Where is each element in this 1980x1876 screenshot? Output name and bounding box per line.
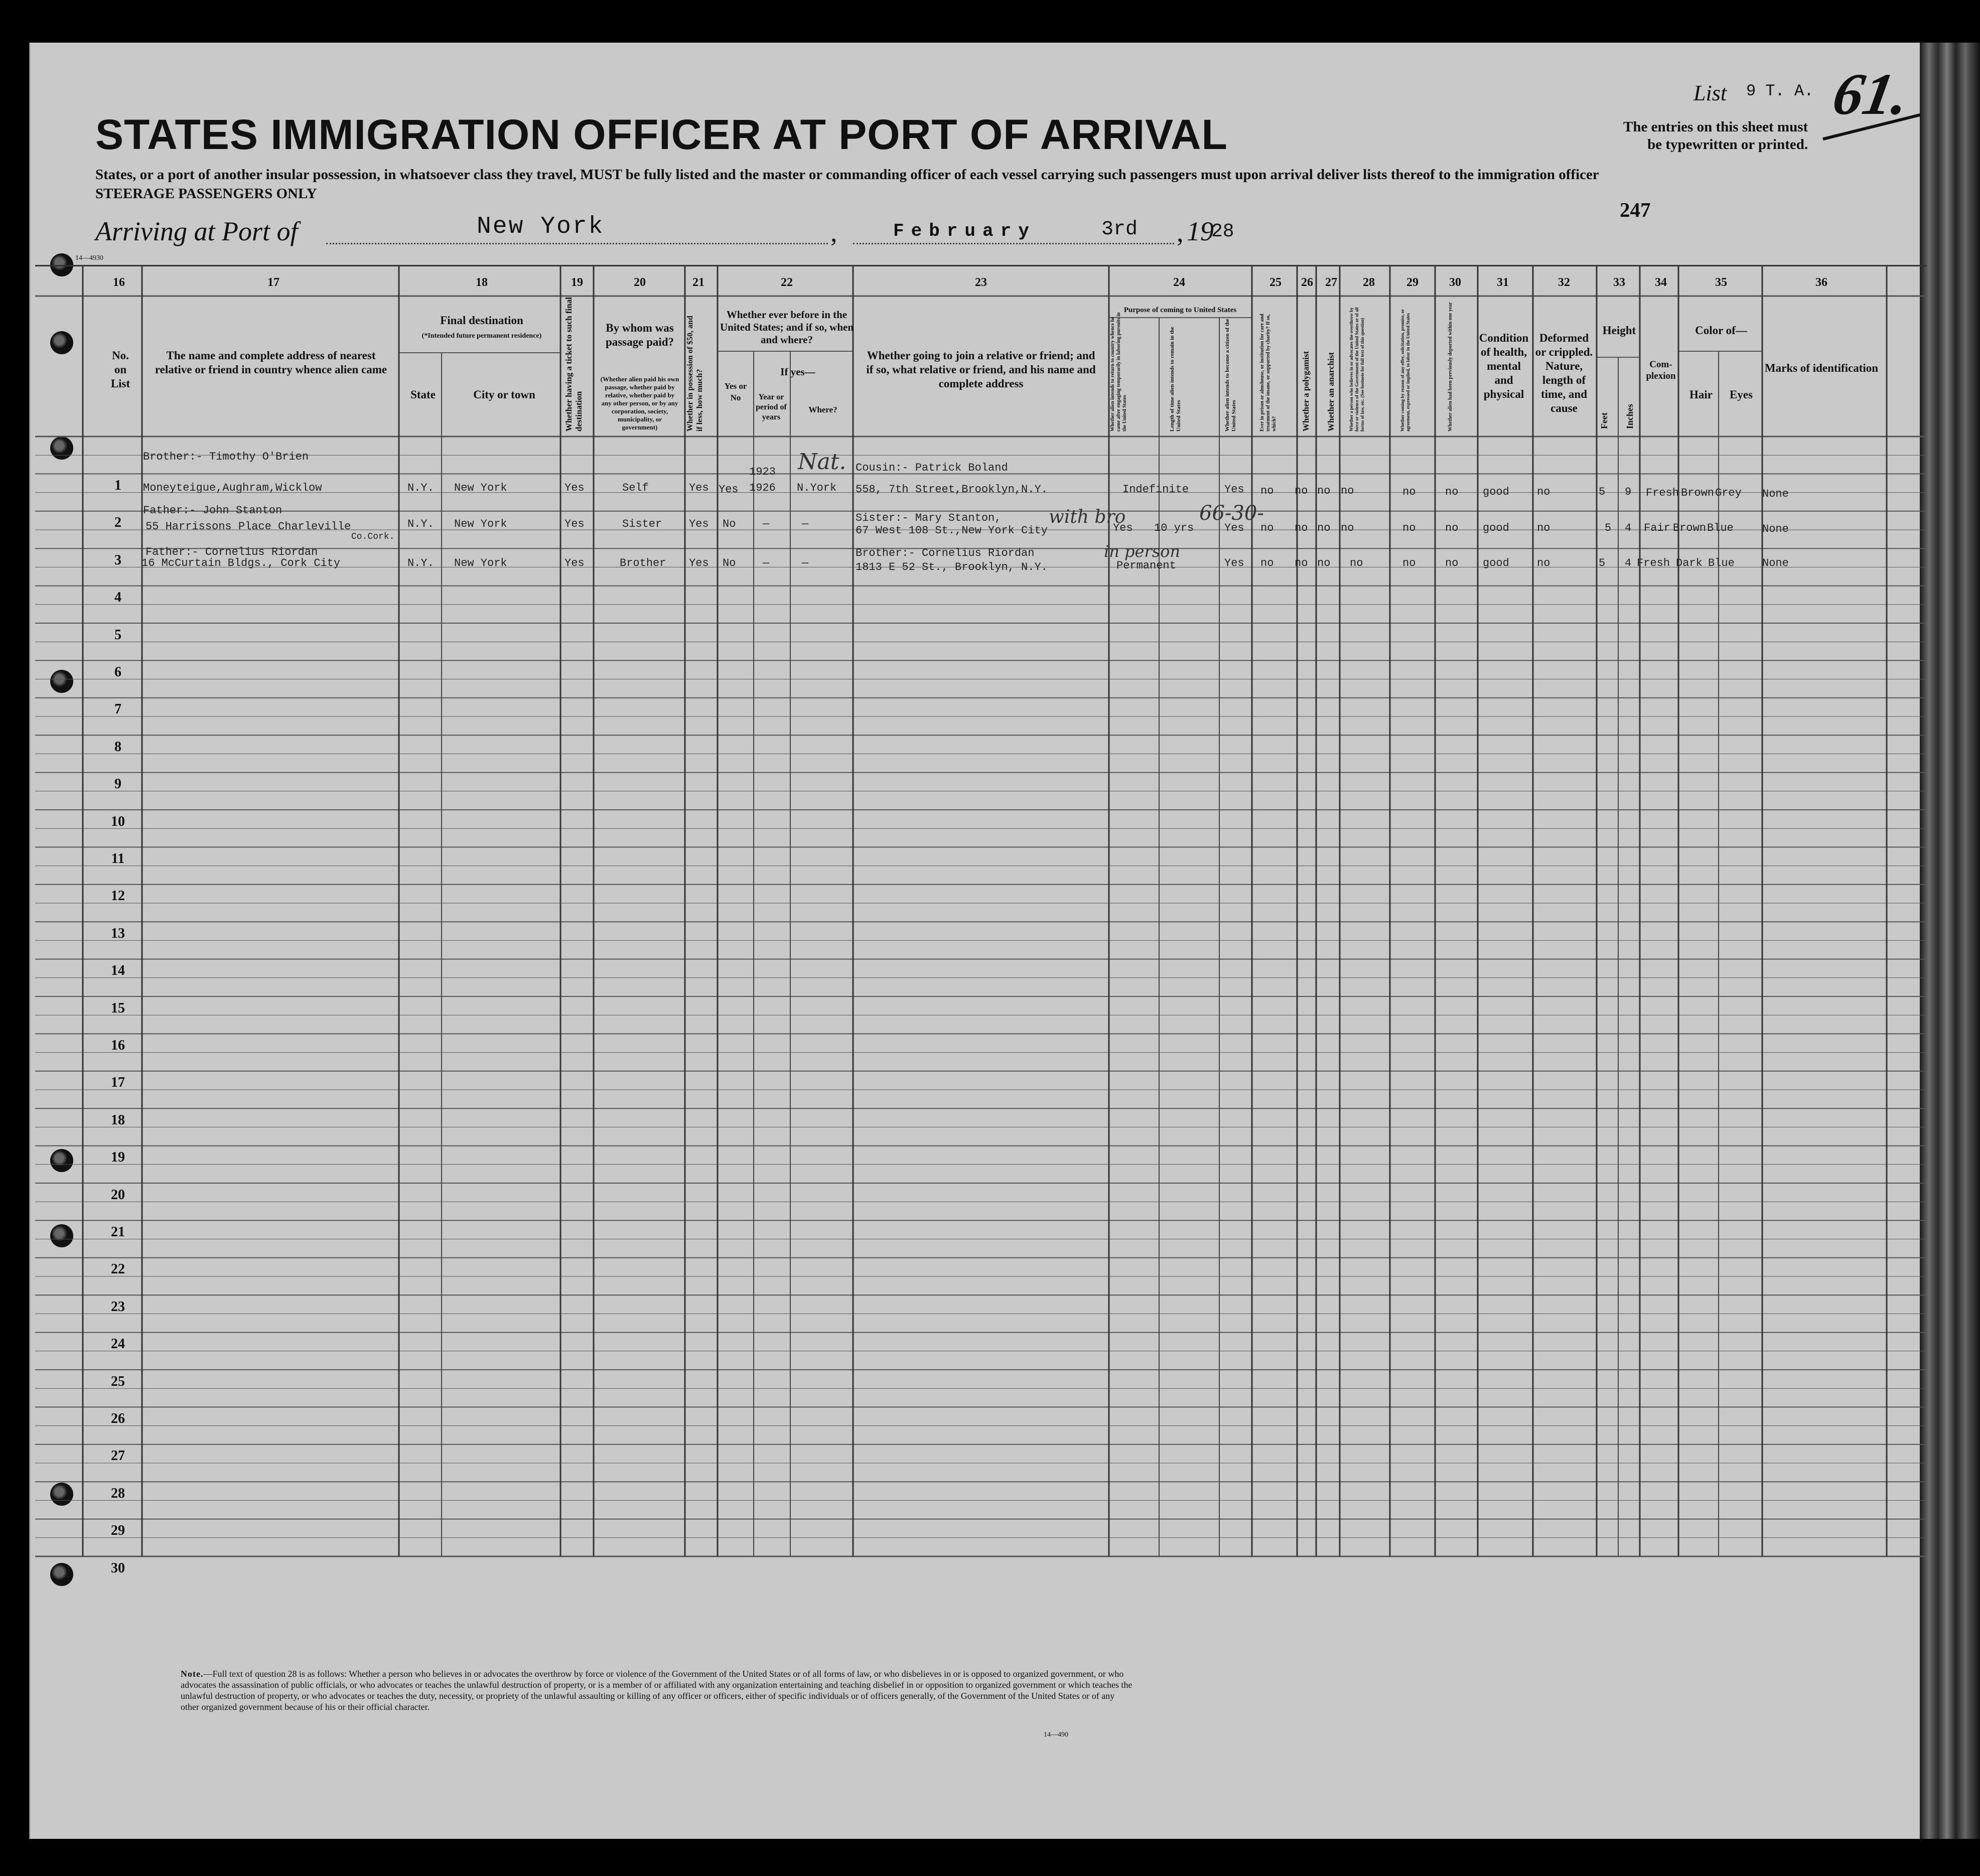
- complexion: Fresh: [1646, 487, 1679, 499]
- header-relative-address: The name and complete address of nearest relative or friend in country whence alien came: [155, 349, 387, 376]
- day-value: 3rd: [1101, 218, 1138, 241]
- port-value: New York: [477, 213, 605, 240]
- polygamist: no: [1295, 485, 1308, 497]
- ticket: Yes: [564, 518, 585, 530]
- header-anarchist: Whether an anarchist: [1326, 352, 1336, 431]
- row-number: 5: [114, 627, 121, 643]
- row-number: 22: [111, 1261, 125, 1277]
- header-intends-citizen: Whether alien intends to become a citizen of the United States: [1224, 319, 1237, 431]
- before-year: 1923: [749, 466, 776, 478]
- header-hair: Hair: [1689, 388, 1713, 401]
- relative-address: Moneyteigue,Aughram,Wicklow: [143, 482, 322, 494]
- deported: no: [1445, 522, 1459, 534]
- column-number: 25: [1269, 276, 1282, 289]
- header-ever-before: Whether ever before in the United States; and if so, when and where?: [720, 309, 854, 346]
- joining-relative: Sister:- Mary Stanton,: [856, 512, 1002, 524]
- intends-citizen: Yes: [1224, 483, 1244, 496]
- header-state: State: [410, 388, 436, 401]
- row-number: 16: [111, 1038, 125, 1053]
- length-of-stay: Permanent: [1116, 559, 1176, 572]
- header-yes-no: Yes or No: [724, 381, 747, 402]
- footnote-text: —Full text of question 28 is as follows: Whether a person who believes in or advocates the overthrow by force or violence of the Government of the United States or of all forms of law, or who disbelieves in or is opposed to organized government, or who advocates the assassination of public officials, or who advocates or teaches the unlawful destruction of property, or is a member of or affiliated with any organization entertaining and teaching disbelief in or opposition to organized government or which teaches the unlawful destruction of property, or who advocates or teaches the duty, necessity, or propriety of the unlawful assaulting or killing of any officer or officers, either of specific individuals or of officers generally, of the Government of the United States or of any other organized government because of his or their official character.: [181, 1669, 1133, 1712]
- row-number: 7: [114, 701, 121, 717]
- column-number: 33: [1613, 276, 1625, 289]
- deformed: no: [1537, 522, 1550, 534]
- length-of-stay: 10 yrs: [1154, 522, 1194, 534]
- header-where: Where?: [808, 405, 837, 414]
- hair-color: Brown: [1681, 487, 1715, 499]
- hair-color: Dark: [1676, 557, 1703, 569]
- entries-note-line: The entries on this sheet must: [1623, 119, 1808, 135]
- header-marks: Marks of identification: [1764, 362, 1879, 374]
- entries-note-line: be typewritten or printed.: [1647, 136, 1808, 153]
- header-labor-offer: Whether coming by reason of any offer, solicitation, promise, or agreement, expressed or implied, to labor in the United States: [1400, 309, 1410, 431]
- row-number: 30: [111, 1560, 125, 1576]
- column-number: 28: [1363, 276, 1375, 289]
- eye-color: Grey: [1715, 487, 1742, 499]
- row-number: 17: [111, 1075, 125, 1091]
- row-number: 8: [114, 739, 121, 755]
- overthrow: no: [1341, 485, 1354, 497]
- overthrow: no: [1341, 522, 1354, 534]
- health: good: [1483, 522, 1509, 534]
- header-color-of: Color of—: [1695, 324, 1747, 337]
- header-final-destination: Final destination: [440, 314, 523, 327]
- intends-return: Yes: [1113, 522, 1133, 534]
- header-intends-return: Whether alien intends to return to country whence he came after engaging temporarily in laboring pursuits in the United States: [1110, 312, 1127, 431]
- handwritten-annotation: Nat.: [798, 449, 846, 475]
- height-inches: 4: [1625, 557, 1632, 569]
- joining-address: 1813 E 52 St., Brooklyn, N.Y.: [856, 561, 1048, 573]
- row-number: 21: [111, 1224, 125, 1240]
- header-no-on-list: No. on List: [110, 349, 130, 390]
- row-number: 2: [114, 515, 121, 531]
- handwritten-annotation: with bro: [1049, 507, 1126, 527]
- row-number: 14: [111, 963, 125, 979]
- footnote: [181, 1668, 1134, 1712]
- form-instruction: States, or a port of another insular possession, in whatsoever class they travel, MUST be fully listed and the master or commanding officer of each vessel carrying such passengers must upon arrival deliver lists thereof to the immigration officer: [95, 167, 1599, 183]
- fifty-dollars: Yes: [689, 518, 709, 530]
- paid-by: Sister: [622, 518, 662, 530]
- header-join-relative: Whether going to join a relative or friend; and if so, what relative or friend, and his name and complete address: [866, 349, 1096, 390]
- row-number: 25: [111, 1373, 125, 1389]
- column-number: 16: [113, 276, 125, 289]
- before-where: —: [802, 518, 809, 530]
- height-feet: 5: [1605, 522, 1612, 534]
- header-deformed: Deformed or crippled. Nature, length of time, and cause: [1535, 332, 1593, 414]
- column-number: 21: [692, 276, 704, 289]
- polygamist: no: [1295, 557, 1308, 569]
- row-number: 20: [111, 1187, 125, 1203]
- destination-state: N.Y.: [407, 482, 434, 494]
- handwritten-annotation: in person: [1104, 542, 1181, 561]
- complexion: Fresh: [1637, 557, 1670, 569]
- hair-color: Brown: [1673, 522, 1707, 534]
- row-number: 28: [111, 1485, 125, 1501]
- small-form-number: 14—4930: [75, 254, 103, 262]
- header-purpose: Purpose of coming to United States: [1123, 306, 1237, 314]
- header-health: Condition of health, mental and physical: [1479, 332, 1529, 400]
- handwritten-annotation: 66-30-: [1199, 502, 1264, 525]
- comma: ,: [1177, 217, 1184, 247]
- relative-name: Brother:- Timothy O'Brien: [143, 451, 309, 463]
- prison: no: [1260, 485, 1274, 497]
- destination-state: N.Y.: [407, 557, 434, 569]
- complexion: Fair: [1644, 522, 1670, 534]
- header-feet: Feet: [1599, 412, 1609, 429]
- row-number: 6: [114, 664, 121, 680]
- header-passage-paid: By whom was passage paid?: [605, 322, 674, 348]
- footnote-label: Note.: [181, 1669, 204, 1679]
- list-number-handwritten: 61.: [1828, 61, 1914, 127]
- health: good: [1483, 486, 1509, 498]
- month-value: February: [893, 221, 1036, 241]
- joining-address: 558, 7th Street,Brooklyn,N.Y.: [856, 483, 1048, 496]
- header-polygamist: Whether a polygamist: [1301, 351, 1311, 431]
- header-deported: Whether alien had been previously deported within one year: [1448, 302, 1453, 431]
- before-year: —: [763, 557, 770, 569]
- header-complexion: Com-plexion: [1646, 359, 1676, 381]
- header-prison-almshouse: Ever in prison or almshouse, or institution for care and treatment of the insane, or supported by charity? If so, which?: [1259, 314, 1277, 431]
- paid-by: Brother: [620, 557, 666, 569]
- marks: None: [1762, 557, 1789, 569]
- ever-before: Yes: [719, 483, 739, 496]
- before-year: —: [763, 518, 770, 530]
- column-number: 31: [1497, 276, 1509, 289]
- column-number: 32: [1558, 276, 1570, 289]
- row-number: 29: [111, 1523, 125, 1539]
- row-number: 26: [111, 1411, 125, 1426]
- before-year: 1926: [749, 482, 776, 494]
- ever-before: No: [723, 518, 736, 530]
- row-number: 1: [114, 478, 121, 493]
- relative-address: 55 Harrissons Place Charleville: [146, 520, 351, 533]
- column-number: 19: [571, 276, 583, 289]
- ticket: Yes: [564, 482, 585, 494]
- intends-citizen: Yes: [1224, 522, 1244, 534]
- header-fifty-dollars: Whether in possession of $50, and if less, how much?: [686, 316, 704, 431]
- height-inches: 4: [1625, 522, 1632, 534]
- header-height: Height: [1602, 324, 1636, 337]
- before-where: N.York: [797, 482, 837, 494]
- paid-by: Self: [622, 482, 649, 494]
- header-final-destination-note: (*Intended future permanent residence): [421, 332, 542, 340]
- marks: None: [1762, 523, 1789, 535]
- labor-offer: no: [1402, 486, 1416, 498]
- column-number: 24: [1173, 276, 1185, 289]
- before-where: —: [802, 557, 809, 569]
- overthrow: no: [1350, 557, 1363, 569]
- year-value: 28: [1211, 221, 1234, 242]
- header-length-of-time: Length of time alien intends to remain in the United States: [1169, 327, 1182, 431]
- header-eyes: Eyes: [1730, 388, 1753, 401]
- form-title: STATES IMMIGRATION OFFICER AT PORT OF ARRIVAL: [95, 111, 1228, 158]
- sheet-number: 247: [1620, 198, 1651, 221]
- header-overthrow: Whether a person who believes in or advocates the overthrow by force or violence of the Government of the United States or of all forms of law, etc. (See footnote for full text of this question): [1349, 307, 1365, 431]
- column-number: 29: [1406, 276, 1419, 289]
- deported: no: [1445, 557, 1459, 569]
- prison: no: [1260, 557, 1274, 569]
- column-number: 35: [1715, 276, 1727, 289]
- intends-citizen: Yes: [1224, 557, 1244, 569]
- eye-color: Blue: [1708, 557, 1735, 569]
- column-number: 36: [1815, 276, 1827, 289]
- destination-state: N.Y.: [407, 518, 434, 530]
- deformed: no: [1537, 557, 1550, 569]
- header-inches: Inches: [1625, 403, 1635, 429]
- column-number: 26: [1301, 276, 1313, 289]
- row-number: 10: [111, 813, 125, 829]
- list-value: 9 T. A.: [1746, 82, 1814, 100]
- relative-address: 16 McCurtain Bldgs., Cork City: [142, 557, 341, 569]
- column-number: 17: [267, 276, 279, 289]
- destination-city: New York: [454, 518, 507, 530]
- row-number: 4: [114, 590, 121, 606]
- row-number: 13: [111, 925, 125, 941]
- row-number: 23: [111, 1298, 125, 1315]
- labor-offer: no: [1402, 522, 1416, 534]
- row-number: 3: [114, 552, 121, 568]
- header-city: City or town: [473, 388, 535, 401]
- destination-city: New York: [454, 482, 507, 494]
- anarchist: no: [1317, 485, 1331, 497]
- relative-name: Father:- Cornelius Riordan: [146, 546, 318, 558]
- anarchist: no: [1317, 522, 1331, 534]
- height-inches: 9: [1625, 486, 1632, 498]
- year-prefix: 19: [1187, 216, 1214, 246]
- header-year-period: Year or period of years: [756, 393, 787, 421]
- column-number: 18: [476, 276, 488, 289]
- column-number: 34: [1655, 276, 1667, 289]
- prison: no: [1260, 522, 1274, 534]
- eye-color: Blue: [1707, 522, 1734, 534]
- joining-relative: Cousin:- Patrick Boland: [856, 462, 1008, 474]
- marks: None: [1762, 488, 1789, 500]
- fifty-dollars: Yes: [689, 557, 709, 569]
- row-number: 27: [111, 1448, 125, 1464]
- column-number: 23: [975, 276, 987, 289]
- deformed: no: [1537, 486, 1550, 498]
- row-number: 15: [111, 1000, 125, 1016]
- polygamist: no: [1295, 522, 1308, 534]
- destination-city: New York: [454, 557, 507, 569]
- arriving-label: Arriving at Port of: [95, 216, 298, 246]
- labor-offer: no: [1402, 557, 1416, 569]
- header-ticket: Whether having a ticket to such final destination: [564, 297, 584, 431]
- column-number: 30: [1449, 276, 1461, 289]
- ever-before: No: [723, 557, 736, 569]
- row-number: 11: [111, 851, 125, 867]
- steerage-label: STEERAGE PASSENGERS ONLY: [95, 186, 317, 202]
- relative-name: Father:- John Stanton: [143, 504, 282, 517]
- height-feet: 5: [1599, 557, 1606, 569]
- list-label: List: [1693, 81, 1727, 105]
- height-feet: 5: [1599, 486, 1606, 498]
- joining-address: 67 West 108 St.,New York City: [856, 524, 1048, 537]
- health: good: [1483, 557, 1509, 569]
- form-number: 14—490: [1044, 1731, 1068, 1739]
- header-if-yes: If yes—: [780, 366, 815, 378]
- anarchist: no: [1317, 557, 1331, 569]
- comma: ,: [830, 217, 837, 247]
- fifty-dollars: Yes: [689, 482, 709, 494]
- ticket: Yes: [564, 557, 585, 569]
- relative-county: Co.Cork.: [351, 532, 395, 542]
- column-number: 27: [1325, 276, 1337, 289]
- row-number: 24: [111, 1336, 125, 1352]
- length-of-stay: Indefinite: [1122, 483, 1189, 496]
- row-number: 12: [111, 888, 125, 904]
- header-passage-paid-note: (Whether alien paid his own passage, whether paid by relative, whether paid by any other person, or by any corporation, society, municipality, or government): [600, 375, 679, 431]
- joining-relative: Brother:- Cornelius Riordan: [856, 547, 1035, 559]
- row-number: 9: [114, 776, 121, 792]
- column-number: 22: [781, 276, 793, 289]
- row-number: 18: [111, 1112, 125, 1128]
- deported: no: [1445, 486, 1459, 498]
- row-number: 19: [111, 1149, 125, 1166]
- column-number: 20: [634, 276, 646, 289]
